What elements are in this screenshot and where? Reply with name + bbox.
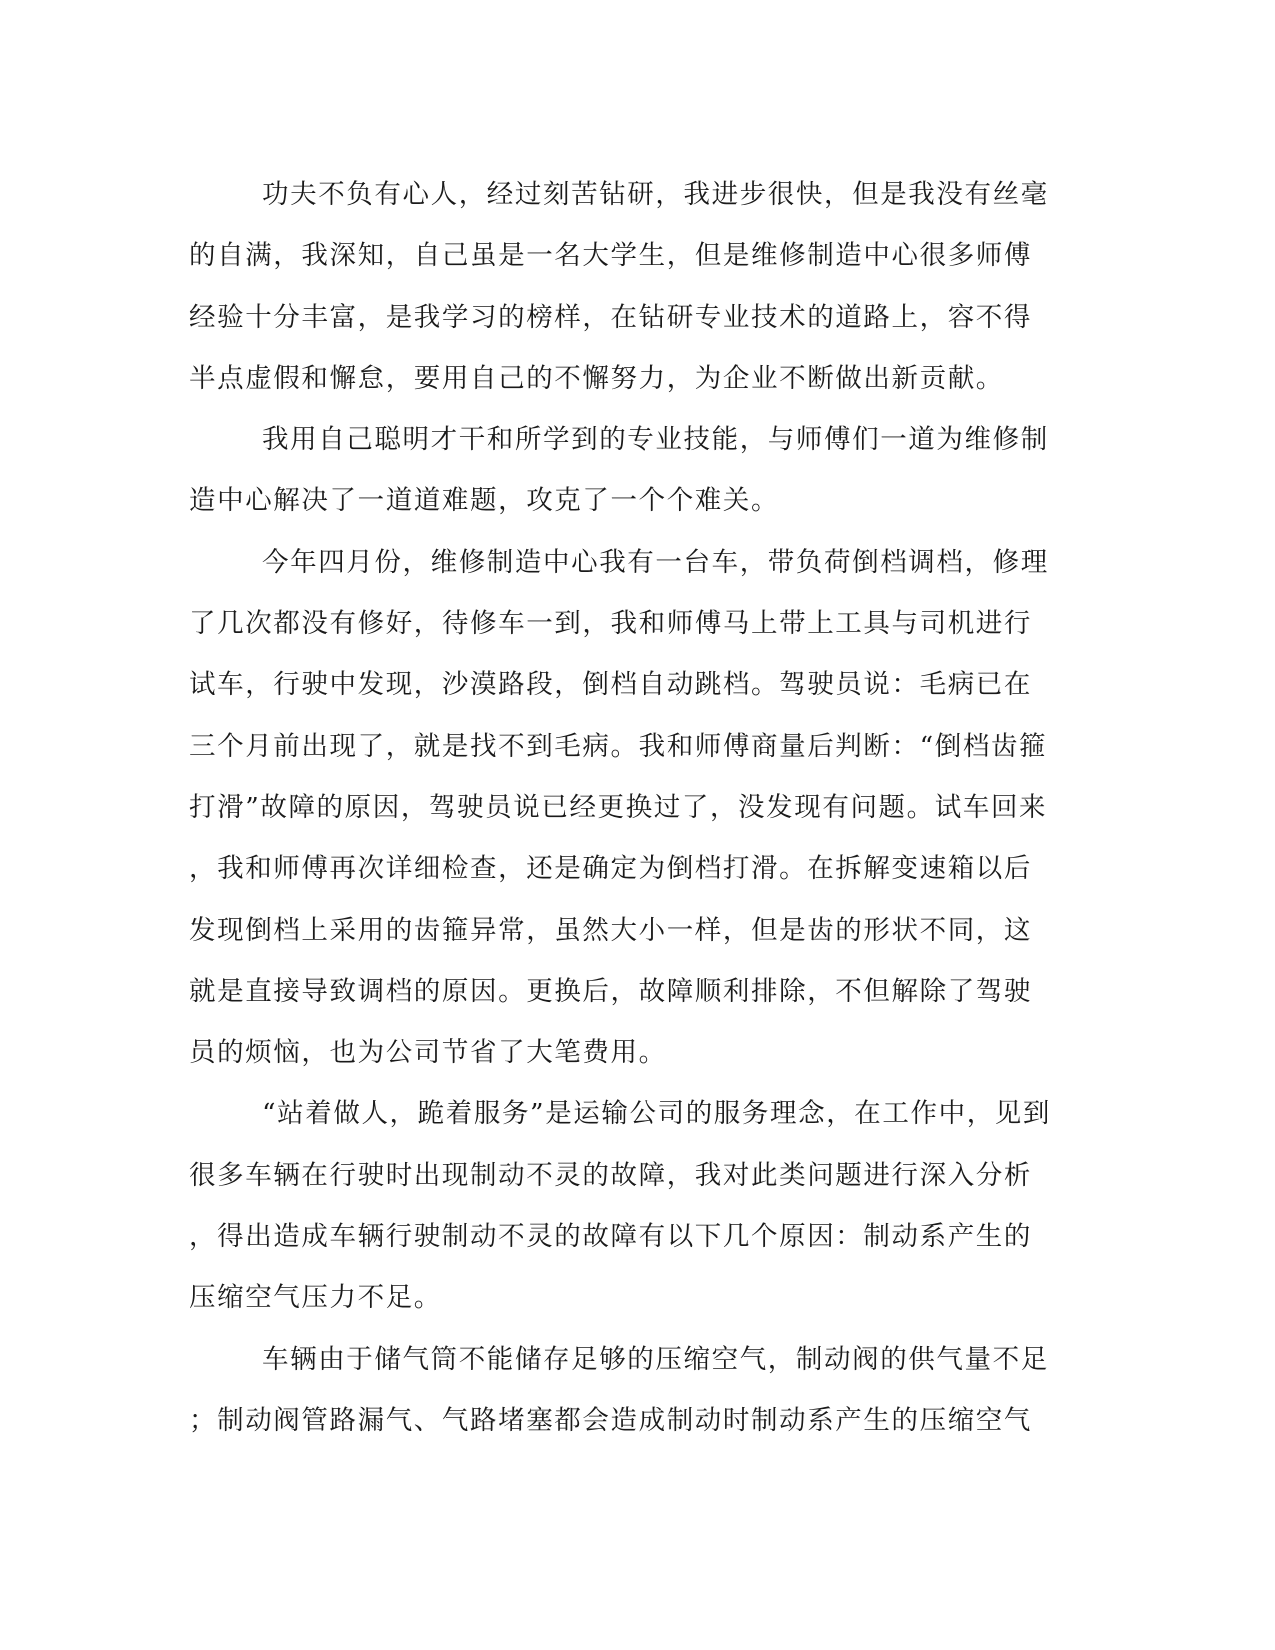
text-line: 三个月前出现了，就是找不到毛病。我和师傅商量后判断：“倒档齿箍 [189,730,1048,762]
text-line: 试车，行驶中发现，沙漠路段，倒档自动跳档。驾驶员说：毛病已在 [189,669,1032,701]
text-line: 车辆由于储气筒不能储存足够的压缩空气，制动阀的供气量不足 [262,1343,1049,1375]
text-line: 的自满，我深知，自己虽是一名大学生，但是维修制造中心很多师傅 [189,240,1032,272]
text-line: 很多车辆在行驶时出现制动不灵的故障，我对此类问题进行深入分析 [189,1159,1032,1191]
paragraph-1 [189,164,1089,409]
text-line: 打滑”故障的原因，驾驶员说已经更换过了，没发现有问题。试车回来 [189,791,1048,823]
paragraph-5 [189,1329,1089,1452]
text-line: “站着做人，跪着服务”是运输公司的服务理念，在工作中，见到 [262,1098,1051,1130]
paragraph-4 [189,1083,1089,1328]
text-line: 经验十分丰富，是我学习的榜样，在钻研专业技术的道路上，容不得 [189,301,1032,333]
text-line: 半点虚假和懈怠，要用自己的不懈努力，为企业不断做出新贡献。 [189,362,1004,394]
text-line: 压缩空气压力不足。 [189,1282,442,1314]
text-line: 了几次都没有修好，待修车一到，我和师傅马上带上工具与司机进行 [189,608,1032,640]
text-line: 就是直接导致调档的原因。更换后，故障顺利排除，不但解除了驾驶 [189,975,1032,1007]
text-line: 今年四月份，维修制造中心我有一台车，带负荷倒档调档，修理 [262,546,1049,578]
body-text [189,164,1089,1451]
text-line: 我用自己聪明才干和所学到的专业技能，与师傅们一道为维修制 [262,424,1049,456]
text-line: 员的烦恼，也为公司节省了大笔费用。 [189,1037,667,1069]
text-line: 功夫不负有心人，经过刻苦钻研，我进步很快，但是我没有丝毫 [262,179,1049,210]
text-line: 发现倒档上采用的齿箍异常，虽然大小一样，但是齿的形状不同，这 [189,914,1032,946]
text-line: ；制动阀管路漏气、气路堵塞都会造成制动时制动系产生的压缩空气 [189,1404,1032,1436]
text-line: 造中心解决了一道道难题，攻克了一个个难关。 [189,485,780,517]
paragraph-2 [189,409,1089,532]
text-line: ，我和师傅再次详细检查，还是确定为倒档打滑。在拆解变速箱以后 [189,853,1032,885]
paragraph-3 [189,532,1089,1084]
text-line: ，得出造成车辆行驶制动不灵的故障有以下几个原因：制动系产生的 [189,1221,1032,1253]
